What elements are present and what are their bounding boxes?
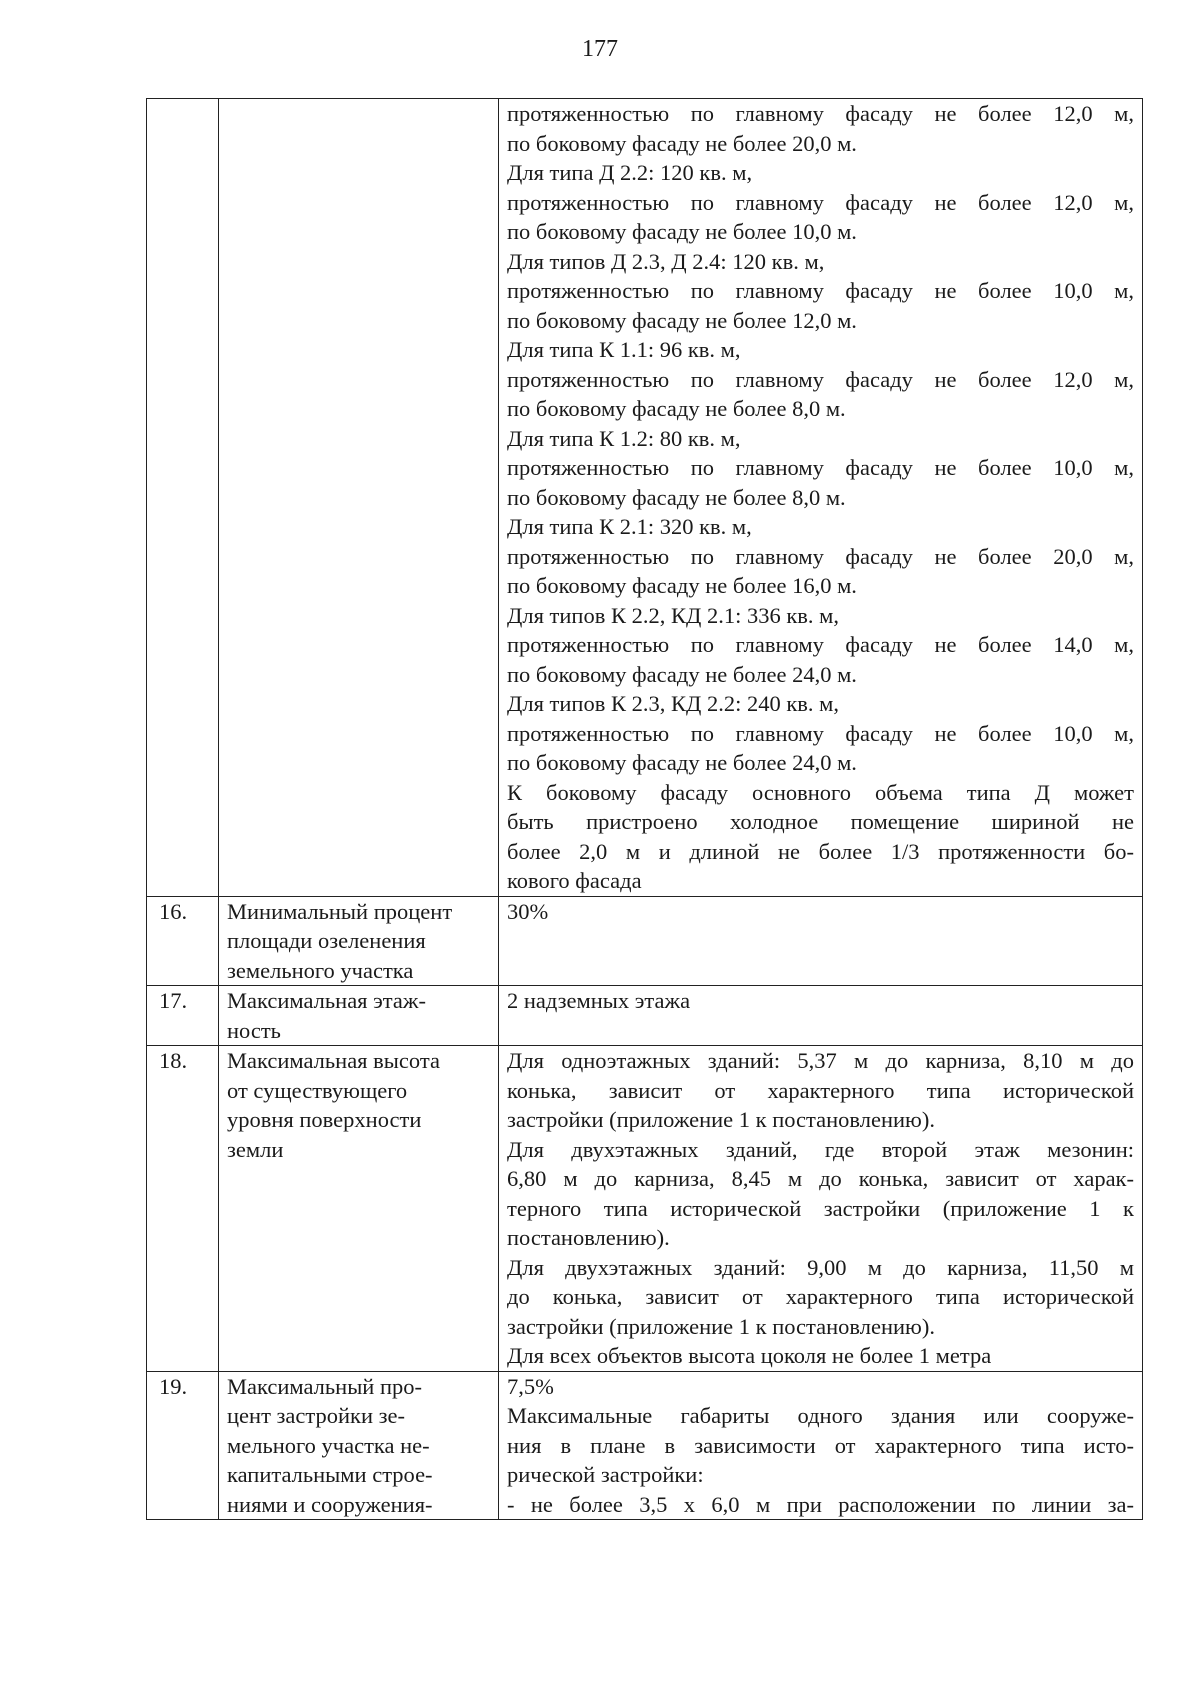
parameter-value-line: Для типов Д 2.3, Д 2.4: 120 кв. м,	[507, 248, 825, 274]
parameter-value-line: по боковому фасаду не более 16,0 м.	[507, 573, 857, 598]
parameter-value-line: протяженностью по главному фасаду не более 10,0 м,	[507, 720, 1134, 746]
parameter-value-line: ния в плане в зависимости от характерного типа исто-	[507, 1432, 1134, 1458]
parameter-name-cell	[219, 1046, 499, 1372]
row-number-cell	[147, 1046, 219, 1372]
parameter-name-line: от существующего	[227, 1077, 408, 1103]
parameter-value-line: по боковому фасаду не более 24,0 м.	[507, 661, 857, 687]
parameter-name-line: уровня поверхности	[227, 1107, 422, 1132]
parameter-name-line: мельного участка не-	[227, 1432, 430, 1458]
parameter-value-line: терного типа исторической застройки (приложение 1 к	[507, 1195, 1134, 1221]
row-number: 17.	[159, 988, 188, 1013]
parameter-name-cell	[219, 99, 499, 897]
parameter-value-line: Для типа К 1.1: 96 кв. м,	[507, 337, 741, 362]
parameter-name-line: ниями и сооружения-	[227, 1491, 433, 1517]
parameter-name-line: цент застройки зе-	[227, 1403, 406, 1428]
parameter-value-line: протяженностью по главному фасаду не более 10,0 м,	[507, 278, 1134, 303]
table-row	[147, 986, 1143, 1046]
parameter-value-line: кового фасада	[507, 868, 642, 893]
parameter-value-line: до конька, зависит от характерного типа исторической	[507, 1284, 1134, 1309]
parameter-value-line: Для типа К 1.2: 80 кв. м,	[507, 425, 741, 451]
parameter-name-line: Максимальная этаж-	[227, 988, 426, 1013]
parameter-value-line: по боковому фасаду не более 24,0 м.	[507, 750, 857, 775]
parameter-value-line: Максимальные габариты одного здания или сооруже-	[507, 1403, 1134, 1428]
parameter-name-line: Максимальная высота	[227, 1048, 440, 1073]
parameter-value-line: Для всех объектов высота цоколя не более 1 метра	[507, 1343, 992, 1368]
parameter-value-line: Для одноэтажных зданий: 5,37 м до карниза, 8,10 м до	[507, 1048, 1134, 1073]
parameter-value-line: Для типа Д 2.2: 120 кв. м,	[507, 160, 753, 185]
parameter-value-line: 2 надземных этажа	[507, 988, 691, 1013]
parameter-value-cell	[499, 1046, 1143, 1372]
table-row	[147, 1046, 1143, 1372]
parameter-value-line: Для типа К 2.1: 320 кв. м,	[507, 514, 752, 539]
row-number: 19.	[159, 1373, 188, 1399]
parameter-value-line: по боковому фасаду не более 8,0 м.	[507, 396, 846, 421]
parameter-value-line: Для типов К 2.2, КД 2.1: 336 кв. м,	[507, 602, 839, 628]
table-row	[147, 1371, 1143, 1520]
row-number-cell	[147, 99, 219, 897]
table-row	[147, 896, 1143, 986]
parameter-value-cell	[499, 99, 1143, 897]
parameter-name-line: Минимальный процент	[227, 898, 453, 924]
parameter-value-line: Для типов К 2.3, КД 2.2: 240 кв. м,	[507, 691, 839, 716]
row-number-cell	[147, 896, 219, 986]
parameter-name-line: земельного участка	[227, 957, 414, 983]
row-number-cell	[147, 986, 219, 1046]
page-number: 177	[582, 36, 618, 62]
parameter-value-line: постановлению).	[507, 1225, 670, 1250]
parameter-value-line: - не более 3,5 х 6,0 м при расположении по линии за-	[507, 1491, 1134, 1517]
parameter-value-line: Для двухэтажных зданий: 9,00 м до карниза, 11,50 м	[507, 1254, 1134, 1280]
table-row	[147, 99, 1143, 897]
parameter-value-line: конька, зависит от характерного типа исторической	[507, 1077, 1134, 1103]
parameter-value-line: Для двухэтажных зданий, где второй этаж мезонин:	[507, 1136, 1134, 1162]
parameter-value-line: протяженностью по главному фасаду не более 12,0 м,	[507, 189, 1134, 215]
parameter-name-line: земли	[227, 1136, 284, 1162]
parameter-value-line: протяженностью по главному фасаду не более 12,0 м,	[507, 101, 1134, 126]
parameter-value-line: более 2,0 м и длиной не более 1/3 протяженности бо-	[507, 838, 1134, 864]
parameter-value-line: по боковому фасаду не более 8,0 м.	[507, 484, 846, 510]
parameter-value-line: застройки (приложение 1 к постановлению).	[507, 1313, 935, 1339]
row-number: 16.	[159, 898, 188, 924]
regulations-table	[146, 98, 1143, 1520]
parameter-value-line: К боковому фасаду основного объема типа Д может	[507, 779, 1134, 805]
parameter-name-cell	[219, 986, 499, 1046]
parameter-value-line: застройки (приложение 1 к постановлению).	[507, 1107, 935, 1132]
parameter-name-line: Максимальный про-	[227, 1373, 423, 1399]
parameter-value-line: рической застройки:	[507, 1462, 704, 1487]
parameter-value-cell	[499, 1371, 1143, 1520]
parameter-value-cell	[499, 986, 1143, 1046]
parameter-name-line: капитальными строе-	[227, 1462, 433, 1487]
parameter-value-line: протяженностью по главному фасаду не более 10,0 м,	[507, 455, 1134, 480]
parameter-value-line: 6,80 м до карниза, 8,45 м до конька, зависит от харак-	[507, 1166, 1134, 1191]
parameter-value-line: по боковому фасаду не более 20,0 м.	[507, 130, 857, 156]
parameter-value-line: протяженностью по главному фасаду не более 14,0 м,	[507, 632, 1134, 657]
parameter-value-line: 30%	[507, 898, 549, 924]
row-number-cell	[147, 1371, 219, 1520]
row-number: 18.	[159, 1048, 188, 1073]
parameter-name-line: ность	[227, 1017, 281, 1043]
parameter-value-line: протяженностью по главному фасаду не более 20,0 м,	[507, 543, 1134, 569]
parameter-value-line: по боковому фасаду не более 10,0 м.	[507, 219, 857, 244]
parameter-value-line: протяженностью по главному фасаду не более 12,0 м,	[507, 366, 1134, 392]
parameter-value-line: 7,5%	[507, 1373, 554, 1399]
parameter-value-line: быть пристроено холодное помещение шириной не	[507, 809, 1134, 834]
parameter-name-cell	[219, 1371, 499, 1520]
parameter-name-cell	[219, 896, 499, 986]
parameter-value-line: по боковому фасаду не более 12,0 м.	[507, 307, 857, 333]
parameter-value-cell	[499, 896, 1143, 986]
parameter-name-line: площади озеленения	[227, 928, 426, 953]
